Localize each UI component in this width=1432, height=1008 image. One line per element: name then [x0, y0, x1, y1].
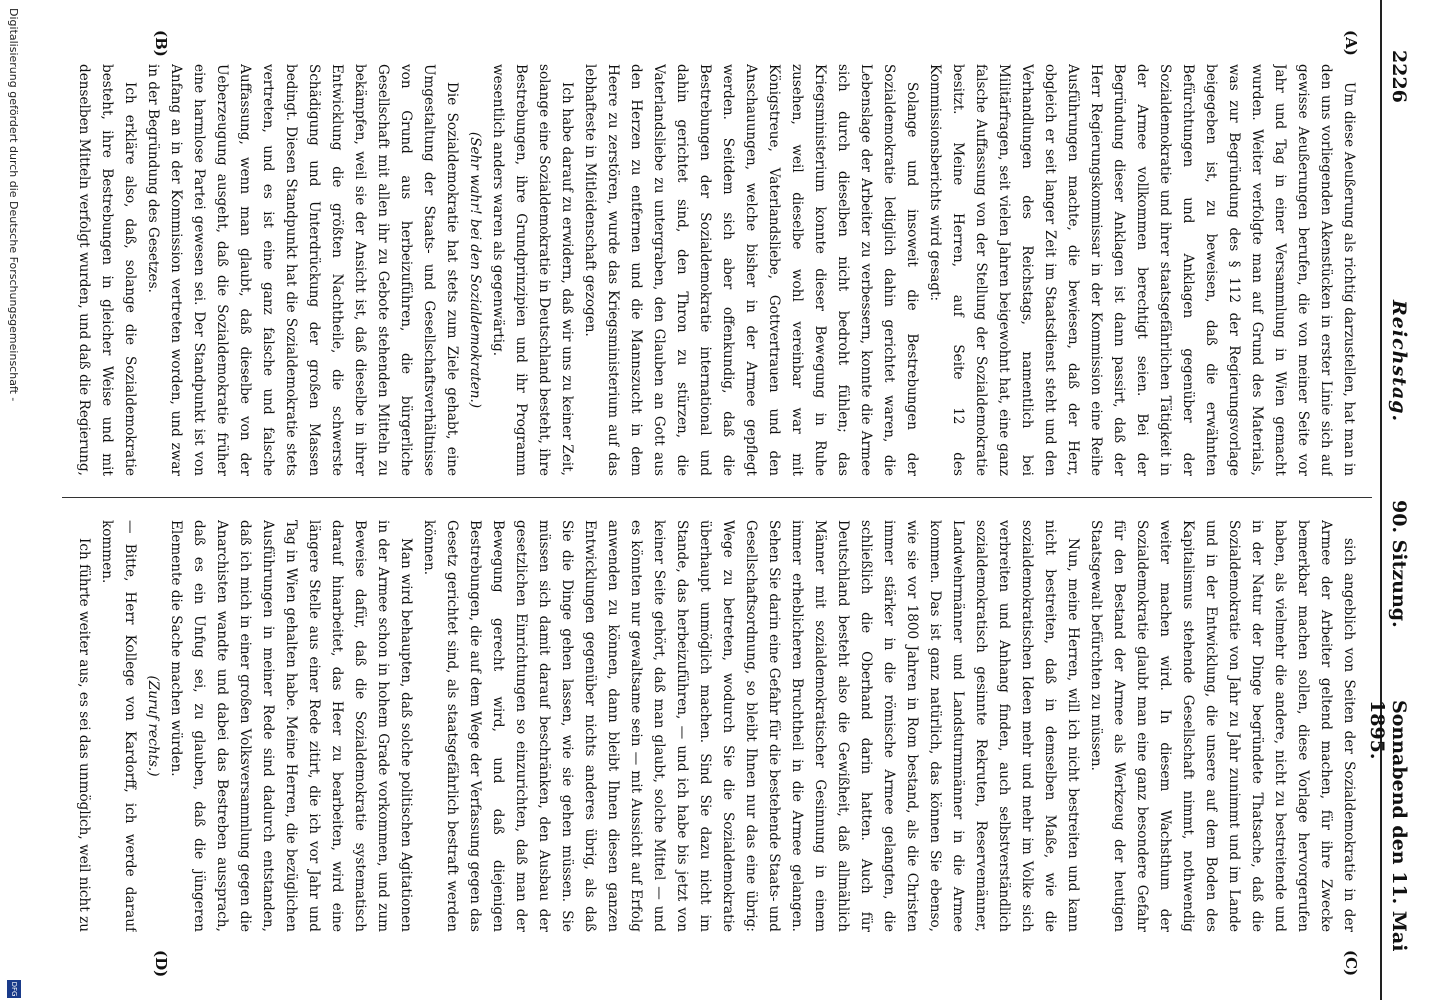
right-text-column: [70, 520, 1360, 932]
margin-marker-c: (C): [1342, 950, 1360, 977]
session-label: 90. Sitzung.: [1388, 500, 1410, 628]
interjection: (Sehr wahr! bei den Sozialdemokraten.): [467, 131, 483, 409]
paragraph: Man wird behaupten, daß solche politischen Agitationen in der Armee schon in hohem Grade vorkommen, und zum Beweise dafür, daß die Sozialdemokratie systematisch darauf hinarbeitet, das Heer zu bearbeiten, wird eine längere Stelle aus einer Rede zitirt, die ich vor Jahr und Tag in Wien gehalten habe. Meine Herren, die bezüglichen Ausführungen in meiner Rede sind dadurch entstanden, daß ich mich in einer großen Volksversammlung gegen die Anarchisten wandte und dabei das Bestreben aussprach, daß es ein Unfug sei, zu glauben, daß die jüngeren Elemente die Sache machen würden.: [168, 520, 414, 932]
paragraph: Um diese Aeußerung als richtig darzustellen, hat man in den uns vorliegenden Akenstücken in erster Linie sich auf gewisse Aeußerungen berufen, die von meiner Seite vor Jahr und Tag in einer Versammlung in Wien gemacht wurden. Weiter verfolgte man auf Grund des Materials, was zur Begründung des § 112 der Regierungsvorlage beigegeben ist, zu beweisen, daß die erwähnten Befürchtungen und Anklagen gegenüber der Sozialdemokratie und ihrer staatsgefährlichen Tätigkeit in der Armee vollkommen berechtigt seien. Bei der Begründung dieser Anklagen ist dann passirt, daß der Herr Regierungskommissar in der Kommission eine Reihe Ausführungen machte, die bewiesen, daß der Herr, obgleich er seit langer Zeit im Staatsdienst steht und den Verhandlungen des Reichstags, namentlich bei Militärfragen, seit vielen Jahren beigewohnt hat, eine ganz falsche Auffassung von der Stellung der Sozialdemokratie besitzt. Meine Herren, auf Seite 12 des Kommissionsberichts wird gesagt:: [927, 64, 1357, 476]
margin-marker-b: (B): [152, 30, 170, 57]
paragraph: Ich erkläre also, daß, solange die Sozialdemokratie besteht, ihre Bestrebungen in gleicher Weise und mit denselben Mitteln verfolgt wurden, und daß die Regierung,: [76, 64, 138, 476]
margin-marker-d: (D): [152, 950, 170, 978]
column-divider: [62, 497, 1372, 498]
paragraph: Ich führte weiter aus, es sei das unmöglich, weil nicht zu: [76, 538, 92, 932]
paragraph: Ich habe darauf zu erwidern, daß wir uns zu keiner Zeit, solange eine Sozialdemokratie in Deutschland besteht, ihre Bestrebungen, ihre Grundprinzipien und ihr Programm wesentlich anders waren als gegenwärtig.: [490, 64, 575, 476]
session-date: Sonnabend den 11. Mai 1895.: [1366, 700, 1410, 952]
page-header: [1366, 0, 1432, 1000]
interjection: (Zuruf rechts.): [145, 675, 161, 777]
paragraph: Nun, meine Herren, will ich nicht bestreiten und kann nicht bestreiten, daß in demselben Maße, wie die sozialdemokratischen Ideen mehr und mehr im Volke sich verbreiten und Anhang finden, auch selbstverständlich sozialdemokratisch gesinnte Rekruten, Reservemänner, Landwehrmänner und Landsturmmänner in die Armee kommen. Das ist ganz natürlich, das können Sie ebenso, wie sie vor 1800 Jahren in Rom bestand, als die Christen immer stärker in die römische Armee gelangten, die schließlich die Oberhand darin hatten. Auch für Deutschland besteht also die Gewißheit, daß allmählich Männer mit sozialdemokratischer Gesinnung in einem immer erheblicheren Bruchtheil in die Armee gelangen. Sehen Sie darin eine Gefahr für die bestehende Staats- und Gesellschaftsordnung, so bleibt Ihnen nur das eine übrig: Wege zu betreten, wodurch Sie die Sozialdemokratie überhaupt unmöglich machen. Sind Sie dazu nicht im Stande, das herbeizuführen, — und ich habe bis jetzt von keiner Seite gehört, daß man glaubt, solche Mittel — und es könnten nur gewaltsame sein — mit Aussicht auf Erfolg anwenden zu können, dann bleibt Ihnen diesen ganzen Entwicklungen gegenüber nichts anderes übrig, als daß Sie die Dinge gehen lassen, wie sie gehen müssen. Sie müssen sich damit darauf beschränken, den Ausbau der gesetzlichen Einrichtungen so einzurichten, daß man der Bewegung gerecht wird, und daß diejenigen Bestrebungen, die auf dem Wege der Verfassung gegen das Gesetz gerichtet sind, als staatsgefährlich bestraft werden können.: [421, 520, 1081, 932]
paragraph: Die Sozialdemokratie hat stets zum Ziele gehabt, eine Umgestaltung der Staats- und Gesellschaftsverhältnisse von Grund aus herbeizuführen, die bürgerliche Gesellschaft mit allen ihr zu Gebote stehenden Mitteln zu bekämpfen, weil sie der Ansicht ist, daß dieselbe in ihrer Entwicklung die größten Nachtheile, die schwerste Schädigung und Unterdrückung der großen Massen bedingt. Diesen Standpunkt hat die Sozialdemokratie stets vertreten, und es ist eine ganz falsche und falsche Auffassung, wenn man glaubt, daß dieselbe von der Ueberzeugung ausgeht, daß die Sozialdemokratie früher eine harmlose Partei gewesen sei. Der Standpunkt ist von Anfang an in der Kommission vertreten worden, und zwar in der Begründung des Gesetzes.: [145, 64, 460, 476]
paragraph: — Bitte, Herr Kollege von Kardorff, ich werde darauf kommen.: [99, 520, 138, 932]
paragraph: Solange und insoweit die Bestrebungen der Sozialdemokratie lediglich dahin gerichtet waren, die Lebenslage der Arbeiter zu verbessern, konnte die Armee sich durch dieselben nicht bedroht fühlen; das Kriegsministerium konnte dieser Bewegung in Ruhe zusehen, weil dieselbe wohl vereinbar war mit Königstreue, Vaterlandsliebe, Gottvertrauen und den Anschauungen, welche bisher in der Armee gepflegt werden. Seitdem sich aber offenkundig, daß die Bestrebungen der Sozialdemokratie international und dahin gerichtet sind, den Thron zu stürzen, die Vaterlandsliebe zu untergraben, den Glauben an Gott aus den Herzen zu entfernen und die Mannszucht in dem Heere zu zerstören, wurde das Kriegsministerium auf das lebhafteste in Mitleidenschaft gezogen.: [582, 64, 920, 476]
publication-title: Reichstag.: [1388, 300, 1410, 423]
paragraph: sich angeblich von Seiten der Sozialdemokratie in der Armee der Arbeiter geltend machen, für ihre Zwecke bemerkbar machen sollen, diese Vorlage hervorgerufen haben, als vielmehr die andere, nicht zu bestreitende und in der Natur der Dinge begründete Thatsache, daß die Sozialdemokratie von Jahr zu Jahr zunimmt und im Lande und in der Entwicklung, die unsere auf dem Boden des Kapitalismus stehende Gesellschaft nimmt, nothwendig weiter machen wird. In diesem Wachsthum der Sozialdemokratie glaubt man eine ganz besondere Gefahr für den Bestand der Armee als Werkzeug der heutigen Staatsgewalt befürchten zu müssen.: [1088, 520, 1357, 932]
left-text-column: [70, 64, 1360, 476]
digitization-note: Digitalisierung gefördert durch die Deutsche Forschungsgemeinschaft -: [7, 8, 20, 402]
dfg-logo: DFG: [7, 980, 21, 998]
margin-marker-a: (A): [1342, 30, 1360, 56]
page-number: 2226: [1388, 50, 1410, 103]
